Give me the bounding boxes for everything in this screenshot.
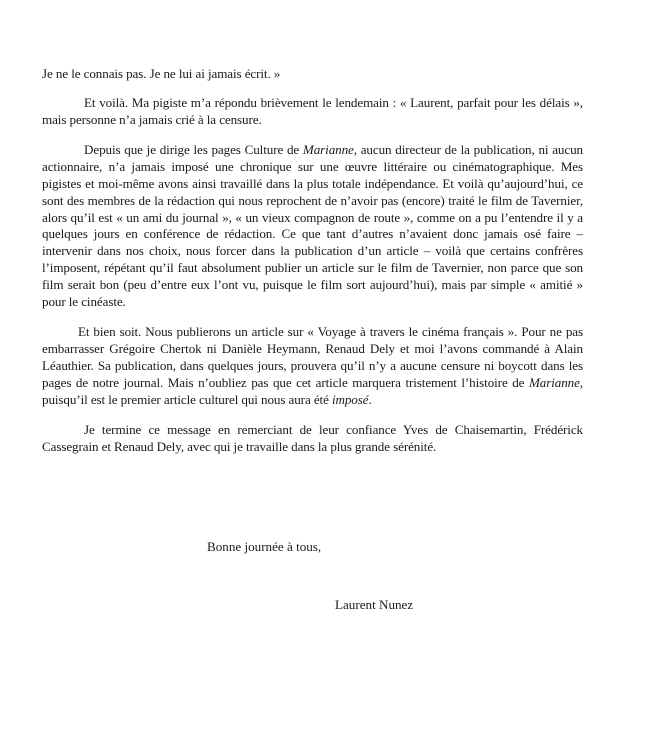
signature: Laurent Nunez xyxy=(335,597,414,612)
marianne-title: Marianne xyxy=(302,142,354,158)
impose-emphasis: imposé xyxy=(331,391,369,407)
paragraph-article-decision xyxy=(42,324,583,408)
p3-text-middle: , puisqu’il est le premier article culturel qui nous aura été xyxy=(42,374,583,407)
p2-text-start: Depuis que je dirige les pages Culture de xyxy=(84,142,303,158)
p3-text-end: . xyxy=(368,391,372,407)
closing-salutation: Bonne journée à tous, xyxy=(207,539,322,554)
p3-text-start: Et bien soit. Nous publierons un article sur « Voyage à travers le cinéma français ». Pour ne pas embarrasser Grégoire Chertok ni Danièle Heymann, Renaud Dely et moi l’avons commandé à Alain Léauthier. Sa publication, dans quelques jours, prouvera qu’il n’y a aucune censure ni boycott dans les pages de notre journal. Mais n’oubliez pas que cet article marquera tristement l’histoire de xyxy=(42,324,583,390)
paragraph-reply: Et voilà. Ma pigiste m’a répondu brièvement le lendemain : « Laurent, parfait pour les délais », mais personne n’a jamais crié à la censure. xyxy=(42,94,583,127)
p2-text-rest: , aucun directeur de la publication, ni aucun actionnaire, n’a jamais imposé une chronique sur une œuvre littéraire ou cinématographique. Mes pigistes et moi-même avons ainsi travaillé dans la plus totale indépendance. Et voilà qu’aujourd’hui, ce sont des membres de la rédaction qui nous reprochent de n’avoir pas (encore) traité le film de Tavernier, alors qu’il est « un ami du journal », « un vieux compagnon de route », comme on a pu l’entendre il y a quelques jours en conférence de rédaction. Ce que tant d’autres n’avaient donc jamais osé faire – intervenir dans nos choix, nous forcer dans la publication d’un article – voilà que certains confrères l’imposent, répétant qu’il faut absolument publier un article sur le film de Tavernier, non parce que son film serait bon (peu d’entre eux l’ont vu, puisque le film sort aujourd’hui), mais par simple « amitié » pour le cinéaste. xyxy=(42,142,583,309)
marianne-title-2: Marianne xyxy=(528,374,580,390)
paragraph-thanks: Je termine ce message en remerciant de leur confiance Yves de Chaisemartin, Frédérick Cassegrain et Renaud Dely, avec qui je travaille dans la plus grande sérénité. xyxy=(42,422,583,455)
paragraph-independence xyxy=(42,142,583,310)
opening-line: Je ne le connais pas. Je ne lui ai jamais écrit. » xyxy=(42,66,281,81)
